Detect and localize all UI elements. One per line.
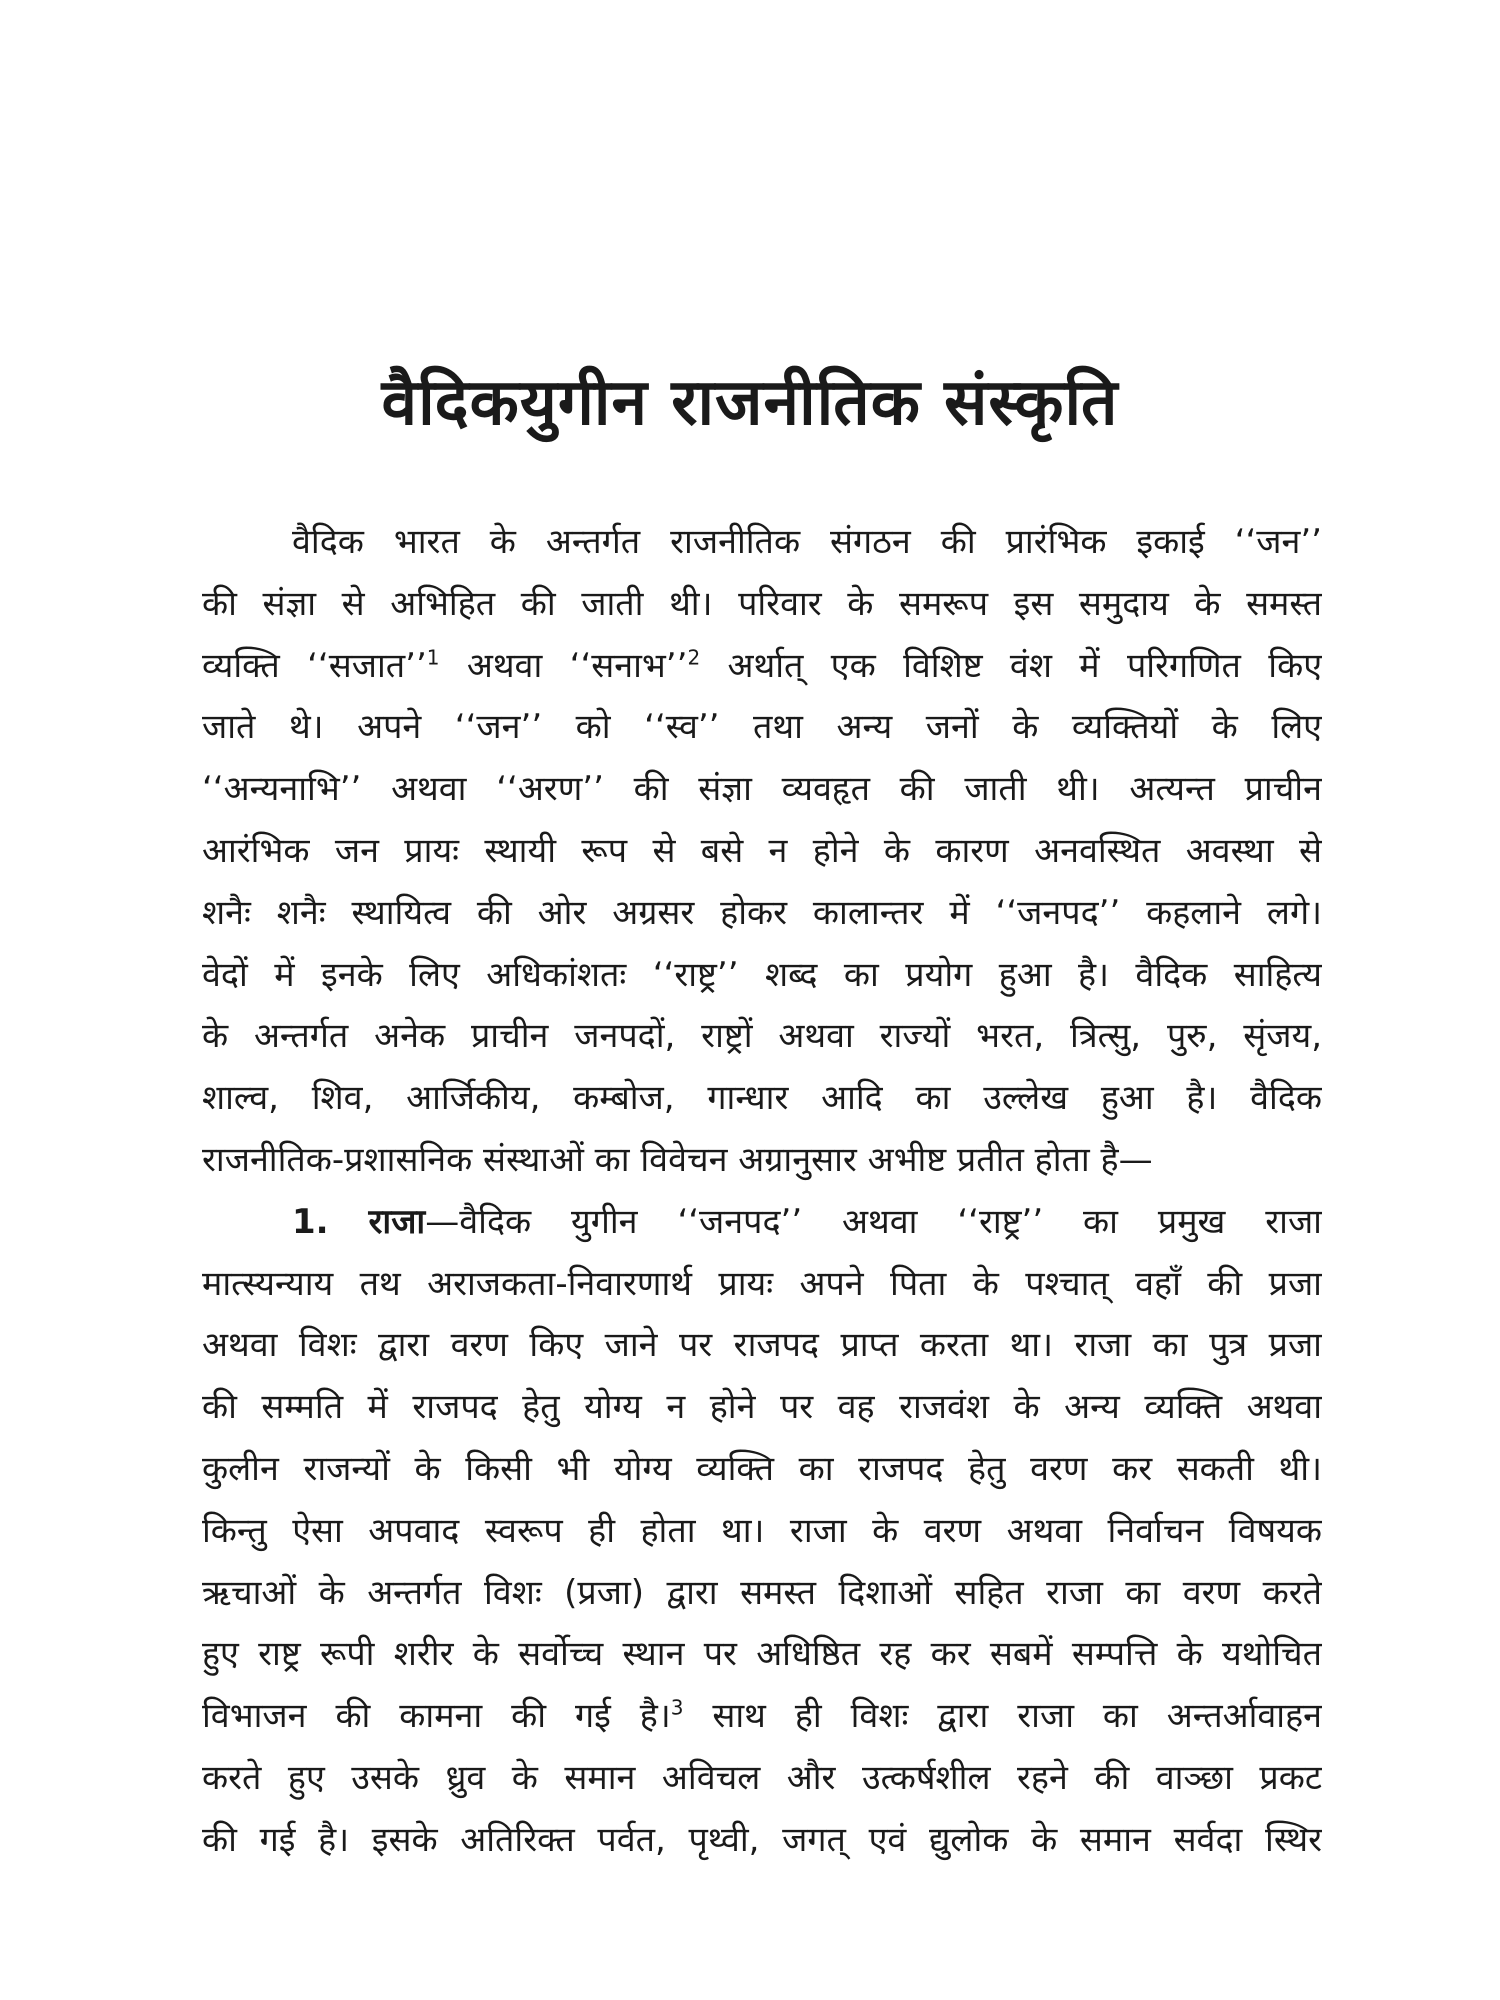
footnote-marker: 3 xyxy=(670,1695,684,1720)
paragraph-line xyxy=(202,1686,1322,1748)
text-segment: अथवा ‘‘सनाभ’’ xyxy=(466,645,688,686)
paragraph-line: शाल्व, शिव, आर्जिकीय, कम्बोज, गान्धार आदि का उल्लेख हुआ है। वैदिक xyxy=(202,1078,1322,1119)
section-heading-line xyxy=(202,1192,1322,1254)
paragraph-line: ऋचाओं के अन्तर्गत विशः (प्रजा) द्वारा समस्त दिशाओं सहित राजा का वरण करते xyxy=(202,1572,1322,1613)
paragraph-line: करते हुए उसके ध्रुव के समान अविचल और उत्कर्षशील रहने की वाञ्छा प्रकट xyxy=(202,1757,1322,1798)
page-title: वैदिकयुगीन राजनीतिक संस्कृति xyxy=(381,366,1119,440)
footnote-marker: 2 xyxy=(687,645,701,670)
paragraph-line: ‘‘अन्यनाभि’’ अथवा ‘‘अरण’’ की संज्ञा व्यवहृत की जाती थी। अत्यन्त प्राचीन xyxy=(202,769,1322,810)
paragraph-line: जाते थे। अपने ‘‘जन’’ को ‘‘स्व’’ तथा अन्य जनों के व्यक्तियों के लिए xyxy=(202,707,1322,748)
paragraph-line: के अन्तर्गत अनेक प्राचीन जनपदों, राष्ट्रों अथवा राज्यों भरत, त्रित्सु, पुरु, सृंजय, xyxy=(202,1016,1322,1057)
paragraph-line: वेदों में इनके लिए अधिकांशतः ‘‘राष्ट्र’’ शब्द का प्रयोग हुआ है। वैदिक साहित्य xyxy=(202,954,1322,995)
paragraph-line xyxy=(202,636,1322,698)
paragraph-line: किन्तु ऐसा अपवाद स्वरूप ही होता था। राजा के वरण अथवा निर्वाचन विषयक xyxy=(202,1510,1322,1551)
paragraph-line: शनैः शनैः स्थायित्व की ओर अग्रसर होकर कालान्तर में ‘‘जनपद’’ कहलाने लगे। xyxy=(202,892,1322,933)
paragraph-line: वैदिक भारत के अन्तर्गत राजनीतिक संगठन की प्रारंभिक इकाई ‘‘जन’’ xyxy=(292,522,1322,562)
paragraph-line: की संज्ञा से अभिहित की जाती थी। परिवार के समरूप इस समुदाय के समस्त xyxy=(202,583,1322,624)
paragraph-line: हुए राष्ट्र रूपी शरीर के सर्वोच्च स्थान पर अधिष्ठित रह कर सबमें सम्पत्ति के यथोचित xyxy=(202,1634,1322,1675)
paragraph-line: कुलीन राजन्यों के किसी भी योग्य व्यक्ति का राजपद हेतु वरण कर सकती थी। xyxy=(202,1448,1322,1489)
text-segment: साथ ही विशः द्वारा राजा का अन्तर्आवाहन xyxy=(712,1696,1322,1737)
paragraph-line: अथवा विशः द्वारा वरण किए जाने पर राजपद प्राप्त करता था। राजा का पुत्र प्रजा xyxy=(202,1325,1322,1366)
paragraph-line: की सम्मति में राजपद हेतु योग्य न होने पर वह राजवंश के अन्य व्यक्ति अथवा xyxy=(202,1387,1322,1428)
text-segment: विभाजन की कामना की गई है। xyxy=(202,1696,671,1737)
paragraph-line: आरंभिक जन प्रायः स्थायी रूप से बसे न होने के कारण अनवस्थित अवस्था से xyxy=(202,830,1322,871)
paragraph-line: की गई है। इसके अतिरिक्त पर्वत, पृथ्वी, जगत् एवं द्युलोक के समान सर्वदा स्थिर xyxy=(202,1819,1322,1860)
paragraph-line: राजनीतिक-प्रशासनिक संस्थाओं का विवेचन अग्रानुसार अभीष्ट प्रतीत होता है— xyxy=(202,1139,1153,1180)
section-number: 1. xyxy=(292,1201,329,1242)
footnote-marker: 1 xyxy=(426,645,440,670)
section-heading: राजा xyxy=(368,1201,426,1242)
paragraph-line: मात्स्यन्याय तथ अराजकता-निवारणार्थ प्रायः अपने पिता के पश्चात् वहाँ की प्रजा xyxy=(202,1263,1322,1304)
body-text xyxy=(202,512,1322,1872)
text-segment: व्यक्ति ‘‘सजात’’ xyxy=(202,645,427,686)
text-segment: अर्थात् एक विशिष्ट वंश में परिगणित किए xyxy=(727,645,1322,686)
text-segment: —वैदिक युगीन ‘‘जनपद’’ अथवा ‘‘राष्ट्र’’ का प्रमुख राजा xyxy=(425,1201,1322,1242)
